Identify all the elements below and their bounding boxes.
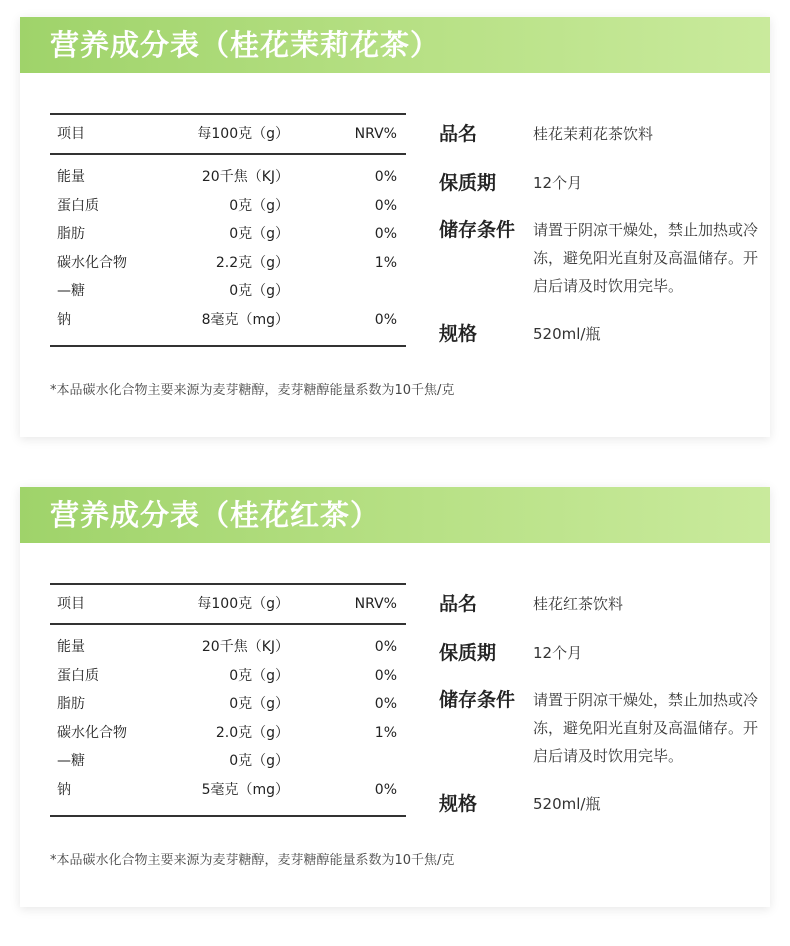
table-row (50, 776, 406, 805)
nutrition-card-osmanthus-black-tea (20, 487, 770, 907)
info-row-shelf-life (439, 636, 759, 686)
info-row-name (439, 117, 759, 166)
row-item: —糖 (57, 283, 85, 300)
row-item: 能量 (57, 169, 85, 185)
nutrition-table (50, 113, 406, 347)
name-label: 品名 (439, 593, 478, 615)
row-nrv: 0% (374, 311, 397, 328)
row-item: 蛋白质 (57, 667, 99, 684)
spec-label: 规格 (439, 323, 478, 345)
header-per-100g: 每100克（g） (197, 596, 289, 612)
row-amount: 0克（g） (229, 226, 289, 243)
name-value: 桂花红茶饮料 (533, 595, 624, 613)
table-row (50, 306, 406, 335)
name-label: 品名 (439, 123, 478, 145)
row-amount: 8毫克（mg） (201, 311, 289, 328)
info-row-storage (439, 216, 759, 317)
info-row-name (439, 587, 759, 636)
nutrition-table (50, 583, 406, 817)
row-nrv: 0% (374, 667, 397, 684)
row-nrv: 0% (374, 781, 397, 798)
row-amount: 20千焦（KJ） (201, 169, 289, 185)
row-amount: 0克（g） (229, 283, 289, 300)
storage-label: 储存条件 (439, 689, 516, 711)
product-info (439, 587, 759, 821)
row-item: 碳水化合物 (57, 724, 127, 741)
row-item: 蛋白质 (57, 197, 99, 214)
spec-label: 规格 (439, 793, 478, 815)
row-item: 钠 (57, 781, 71, 798)
table-row (50, 747, 406, 776)
row-amount: 0克（g） (229, 197, 289, 214)
row-nrv: 0% (374, 226, 397, 243)
row-amount: 0克（g） (229, 753, 289, 770)
table-header-row (50, 115, 406, 155)
footnote: *本品碳水化合物主要来源为麦芽糖醇，麦芽糖醇能量系数为10千焦/克 (50, 853, 455, 868)
row-item: 脂肪 (57, 226, 85, 243)
row-amount: 2.0克（g） (215, 724, 289, 741)
row-nrv: 0% (374, 639, 397, 655)
table-row (50, 277, 406, 306)
shelf-life-value: 12个月 (533, 644, 583, 662)
row-amount: 2.2克（g） (215, 254, 289, 271)
card-title: 营养成分表（桂花红茶） (20, 487, 770, 543)
table-row (50, 192, 406, 221)
table-row (50, 249, 406, 278)
table-header-row (50, 585, 406, 625)
info-row-shelf-life (439, 166, 759, 216)
row-nrv: 0% (374, 696, 397, 713)
shelf-life-label: 保质期 (439, 642, 497, 664)
row-item: —糖 (57, 753, 85, 770)
table-row (50, 719, 406, 748)
row-nrv: 0% (374, 197, 397, 214)
row-amount: 5毫克（mg） (201, 781, 289, 798)
table-row (50, 163, 406, 192)
storage-value: 请置于阴凉干燥处，禁止加热或冷冻，避免阳光直射及高温储存。开启后请及时饮用完毕。 (533, 221, 759, 295)
spec-value: 520ml/瓶 (533, 795, 601, 813)
table-row (50, 220, 406, 249)
info-row-storage (439, 686, 759, 787)
info-row-spec (439, 317, 759, 351)
header-item: 项目 (57, 596, 85, 612)
table-row (50, 690, 406, 719)
row-amount: 0克（g） (229, 696, 289, 713)
header-per-100g: 每100克（g） (197, 126, 289, 142)
table-row (50, 633, 406, 662)
row-nrv: 1% (374, 724, 397, 741)
header-item: 项目 (57, 126, 85, 142)
product-info (439, 117, 759, 351)
row-item: 能量 (57, 639, 85, 655)
storage-label: 储存条件 (439, 219, 516, 241)
table-row (50, 662, 406, 691)
row-amount: 0克（g） (229, 667, 289, 684)
nutrition-card-osmanthus-jasmine (20, 17, 770, 437)
header-nrv: NRV% (354, 126, 397, 142)
footnote: *本品碳水化合物主要来源为麦芽糖醇，麦芽糖醇能量系数为10千焦/克 (50, 383, 455, 398)
row-amount: 20千焦（KJ） (201, 639, 289, 655)
row-nrv: 1% (374, 254, 397, 271)
row-item: 碳水化合物 (57, 254, 127, 271)
storage-value: 请置于阴凉干燥处，禁止加热或冷冻，避免阳光直射及高温储存。开启后请及时饮用完毕。 (533, 691, 759, 765)
spec-value: 520ml/瓶 (533, 325, 601, 343)
card-title: 营养成分表（桂花茉莉花茶） (20, 17, 770, 73)
row-item: 钠 (57, 311, 71, 328)
row-nrv: 0% (374, 169, 397, 185)
name-value: 桂花茉莉花茶饮料 (533, 125, 654, 143)
shelf-life-value: 12个月 (533, 174, 583, 192)
header-nrv: NRV% (354, 596, 397, 612)
shelf-life-label: 保质期 (439, 172, 497, 194)
info-row-spec (439, 787, 759, 821)
row-item: 脂肪 (57, 696, 85, 713)
